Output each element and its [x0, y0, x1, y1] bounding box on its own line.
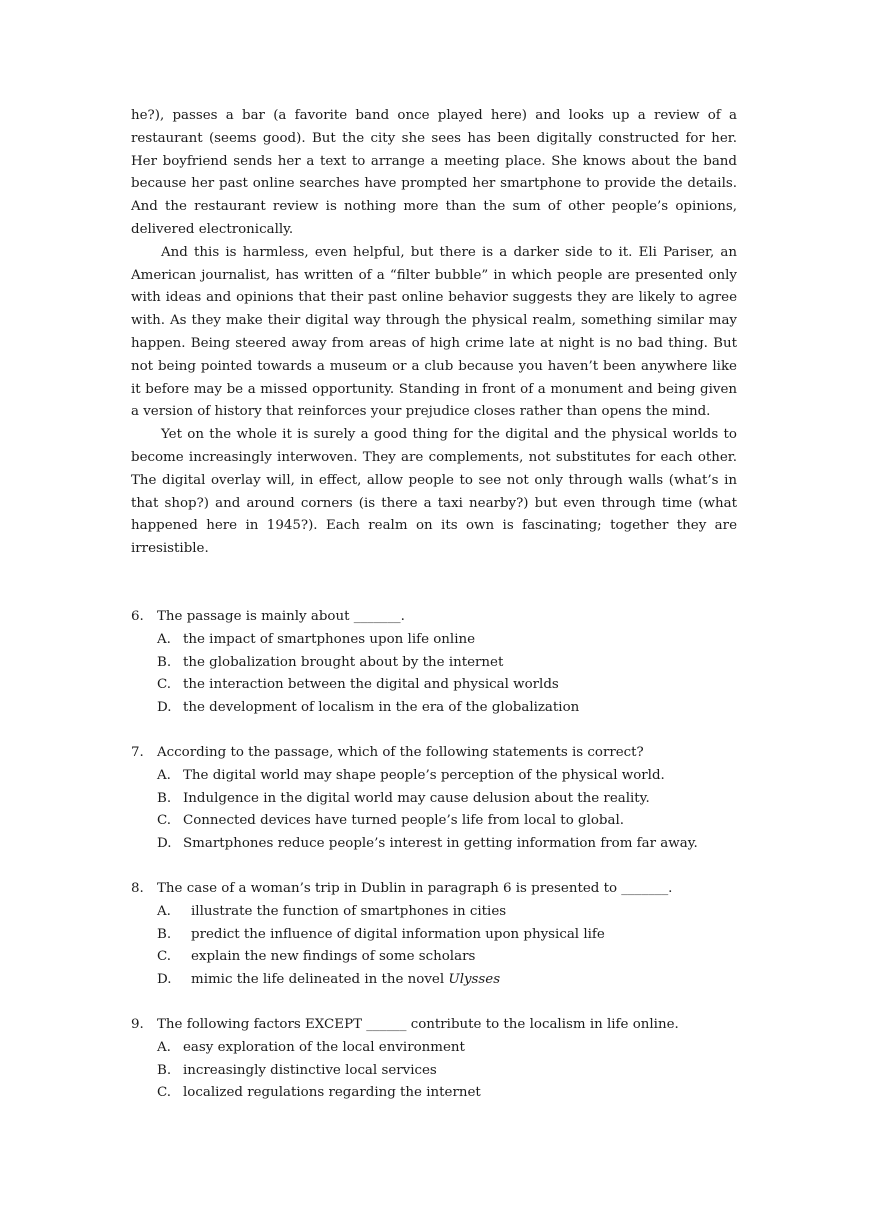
- question-number: 7.: [131, 744, 144, 760]
- passage-paragraph: And this is harmless, even helpful, but there is a darker side to it. Eli Pariser, an American journalist, has written of a “filter bubble” in which people are presented only with ideas and opinions that their past online behavior suggests they are likely to agree with. As they make their digital way through the physical realm, something similar may happen. Being steered away from areas of high crime late at night is no bad thing. But not being pointed towards a museum or a club because you haven’t been anywhere like it before may be a missed opportunity. Standing in front of a monument and being given a version of history that reinforces your prejudice closes rather than opens the mind.: [131, 244, 737, 420]
- question-number: 9.: [131, 1016, 144, 1032]
- question-text: The passage is mainly about _______.: [157, 609, 405, 624]
- question-text: According to the passage, which of the following statements is correct?: [157, 744, 644, 760]
- option-text: Connected devices have turned people’s life from local to global.: [183, 813, 625, 829]
- option: [157, 697, 737, 720]
- question-6: [131, 606, 737, 720]
- option-letter: B.: [157, 1062, 172, 1078]
- option: [157, 674, 737, 697]
- reading-passage: [131, 105, 737, 561]
- question-stem: [131, 606, 737, 629]
- option: [157, 1082, 737, 1105]
- option-text: the interaction between the digital and physical worlds: [183, 677, 559, 693]
- option-text: the globalization brought about by the internet: [183, 654, 504, 670]
- question-list: [131, 606, 737, 1127]
- option-letter: A.: [157, 631, 171, 647]
- option-letter: A.: [157, 1039, 171, 1055]
- option-text: localized regulations regarding the internet: [183, 1085, 481, 1101]
- option-letter: C.: [157, 949, 172, 965]
- question-text: The case of a woman’s trip in Dublin in paragraph 6 is presented to _______.: [157, 880, 673, 896]
- option-text: easy exploration of the local environment: [183, 1039, 465, 1055]
- question-9: [131, 1014, 737, 1105]
- option-letter: D.: [157, 700, 172, 716]
- option-text: the development of localism in the era of the globalization: [183, 700, 580, 716]
- option-text: mimic the life delineated in the novel: [191, 972, 449, 988]
- passage-paragraph: he?), passes a bar (a favorite band once played here) and looks up a review of a restaurant (seems good). But the city she sees has been digitally constructed for her. Her boyfriend sends her a text to arrange a meeting place. She knows about the band because her past online searches have prompted her smartphone to provide the details. And the restaurant review is nothing more than the sum of other people’s opinions, delivered electronically.: [131, 108, 737, 237]
- question-stem: [131, 878, 737, 901]
- option-text: The digital world may shape people’s perception of the physical world.: [183, 767, 665, 783]
- option: [157, 765, 737, 788]
- option: [157, 788, 737, 811]
- option-text: explain the new findings of some scholars: [191, 949, 476, 965]
- option: [157, 901, 737, 924]
- option-letter: B.: [157, 926, 172, 942]
- option-text: the impact of smartphones upon life online: [183, 631, 476, 647]
- option: [157, 629, 737, 652]
- option-letter: B.: [157, 654, 172, 670]
- novel-title: Ulysses: [448, 972, 501, 988]
- option-letter: D.: [157, 972, 172, 988]
- option: [157, 833, 737, 856]
- option-text: Smartphones reduce people’s interest in getting information from far away.: [183, 836, 698, 852]
- option: [157, 924, 737, 947]
- option: [157, 810, 737, 833]
- option-letter: A.: [157, 767, 171, 783]
- question-8: [131, 878, 737, 992]
- question-stem: [131, 742, 737, 765]
- option-text: Indulgence in the digital world may cause delusion about the reality.: [183, 790, 650, 806]
- option: [157, 1037, 737, 1060]
- passage-paragraph: Yet on the whole it is surely a good thing for the digital and the physical worlds to become increasingly interwoven. They are complements, not substitutes for each other. The digital overlay will, in effect, allow people to see not only through walls (what’s in that shop?) and around corners (is there a taxi nearby?) but even through time (what happened here in 1945?). Each realm on its own is fascinating; together they are irresistible.: [131, 427, 737, 557]
- question-text: The following factors EXCEPT ______ contribute to the localism in life online.: [157, 1016, 679, 1032]
- option-letter: C.: [157, 677, 172, 693]
- option-text: increasingly distinctive local services: [183, 1062, 437, 1078]
- option-letter: A.: [157, 903, 171, 919]
- option-text: predict the influence of digital information upon physical life: [191, 926, 605, 942]
- question-number: 8.: [131, 880, 144, 896]
- question-7: [131, 742, 737, 856]
- question-number: 6.: [131, 609, 144, 624]
- option-letter: B.: [157, 790, 172, 806]
- question-stem: [131, 1014, 737, 1037]
- option-text: illustrate the function of smartphones in cities: [191, 903, 507, 919]
- option: [157, 1060, 737, 1083]
- option-letter: D.: [157, 836, 172, 852]
- option-letter: C.: [157, 1085, 172, 1101]
- option: [157, 652, 737, 675]
- option-letter: C.: [157, 813, 172, 829]
- option: [157, 969, 737, 992]
- option: [157, 946, 737, 969]
